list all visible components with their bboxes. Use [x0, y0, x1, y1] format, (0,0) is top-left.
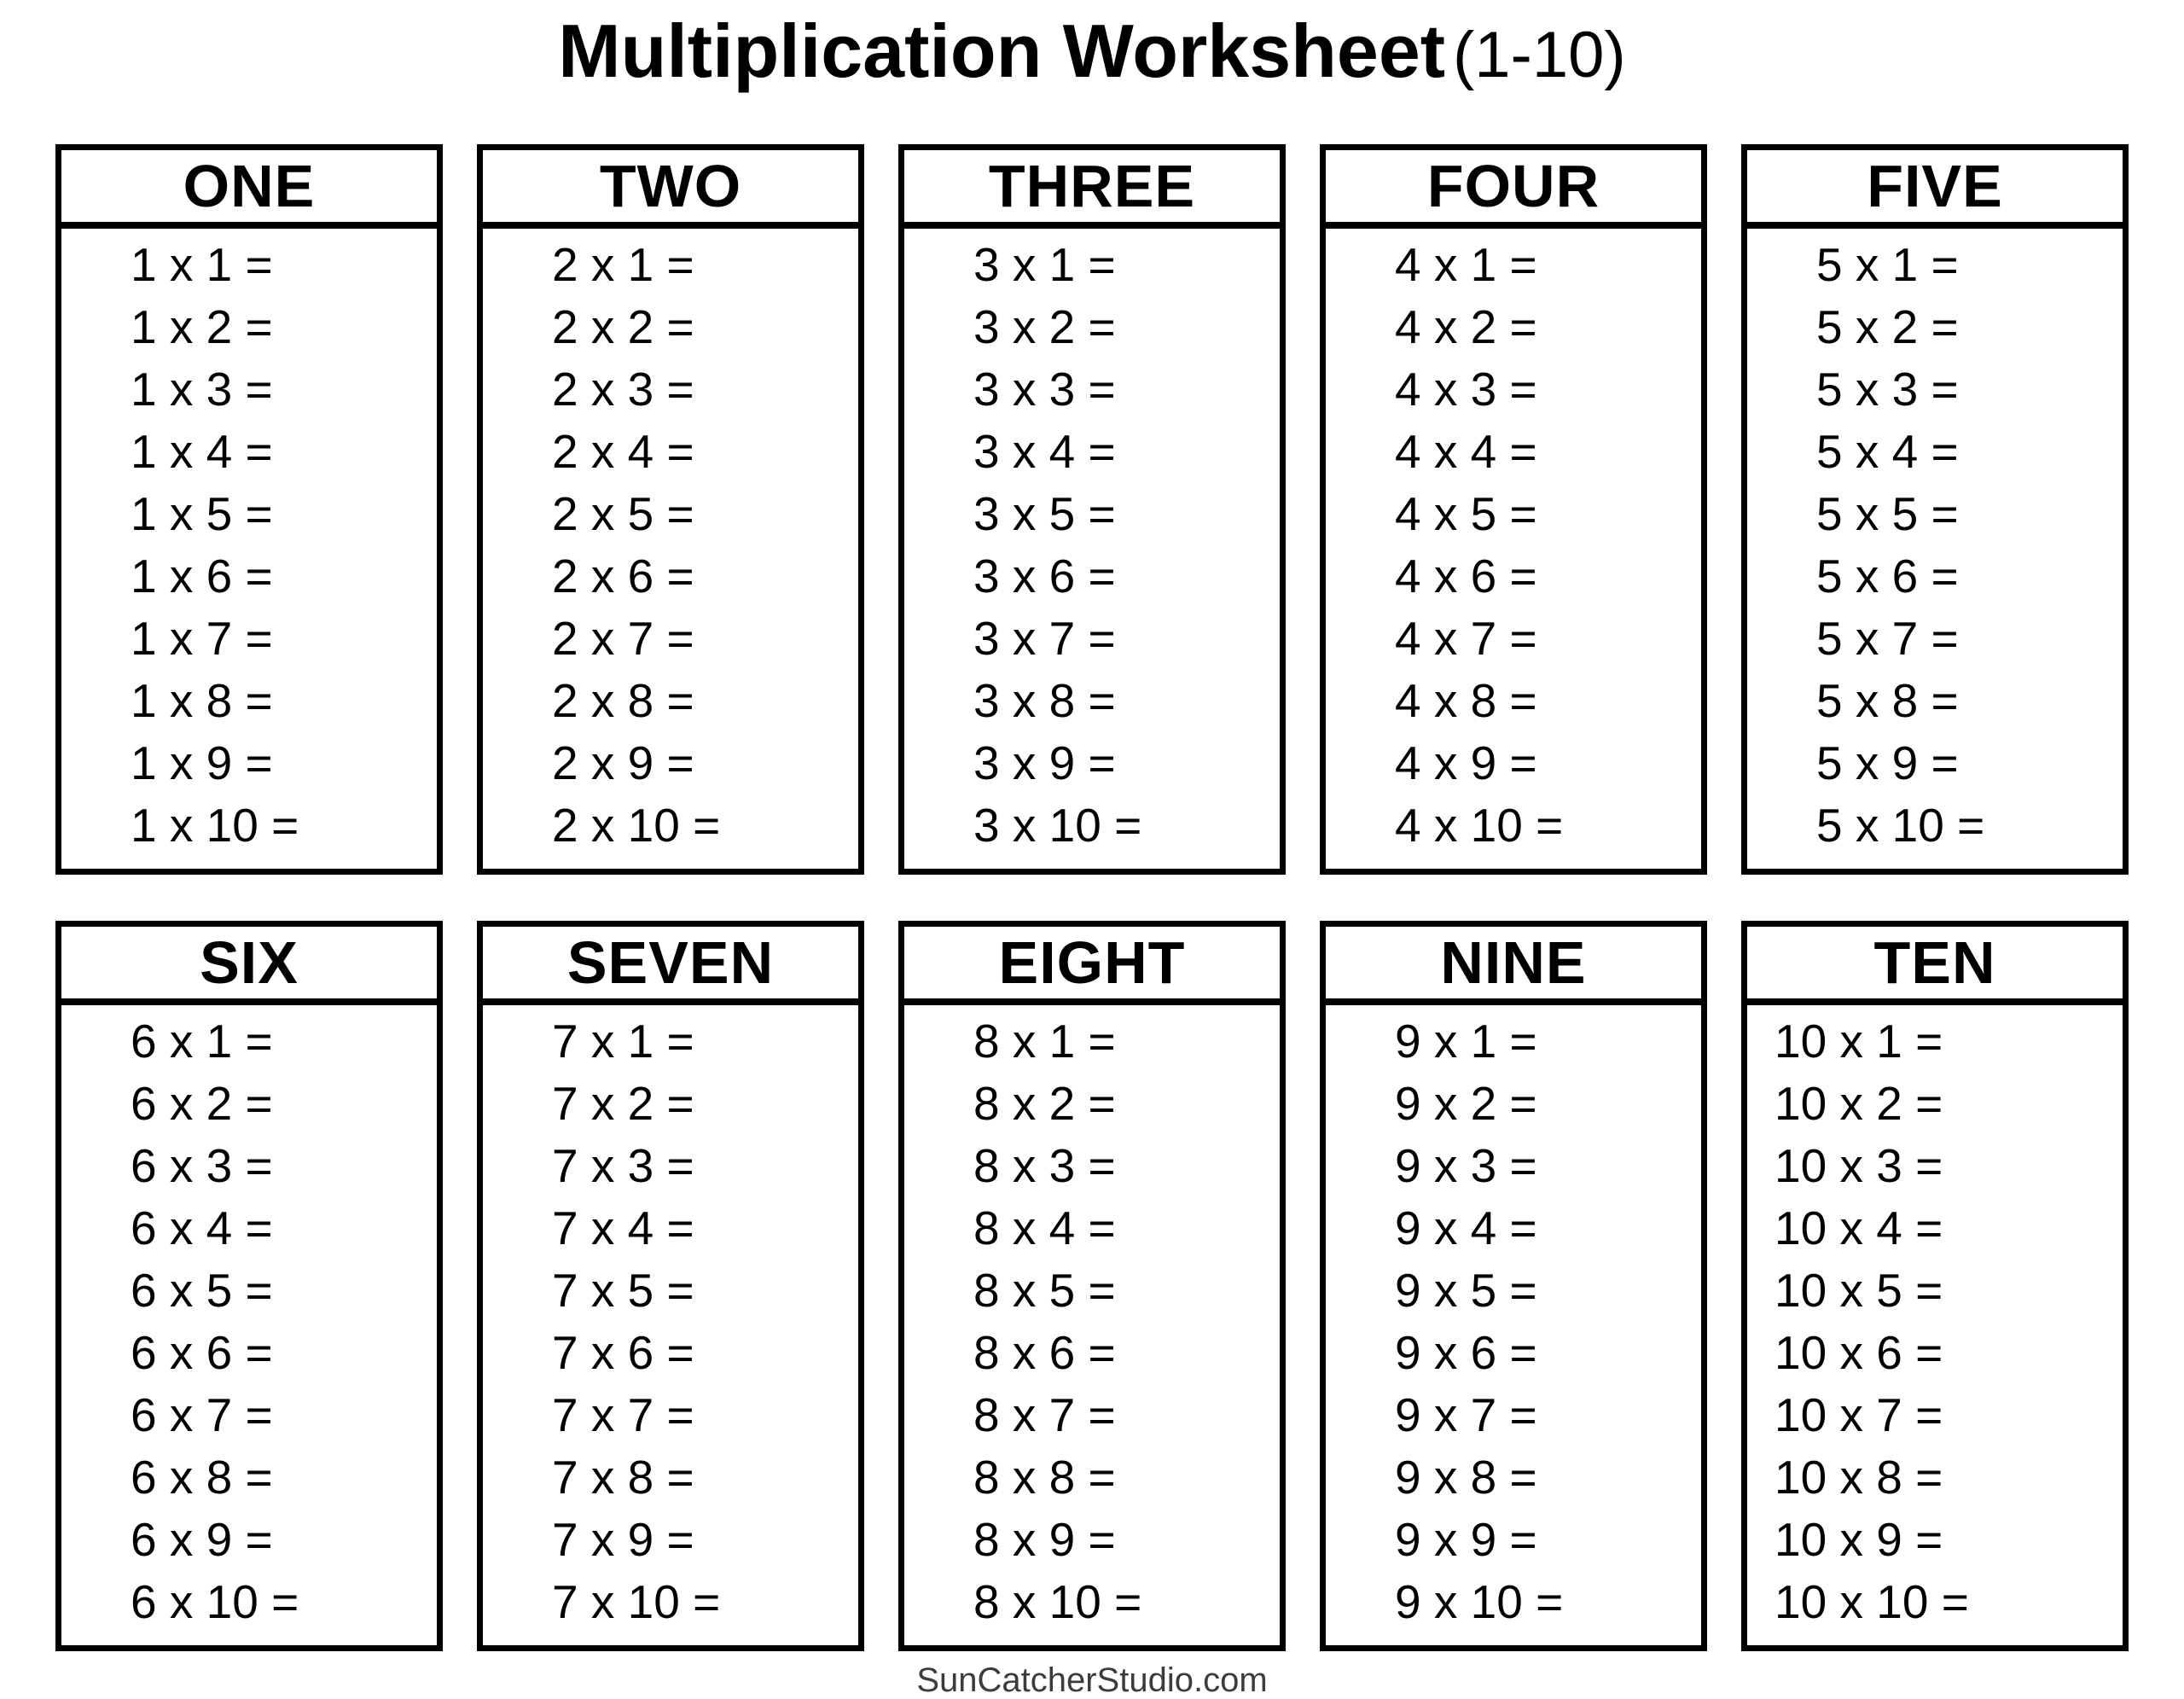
page-title-main: Multiplication Worksheet	[558, 9, 1446, 93]
times-table-two	[477, 144, 864, 875]
problem-line: 4 x 7 =	[1395, 612, 1537, 665]
problem-line: 1 x 9 =	[131, 736, 273, 789]
problem-line: 6 x 6 =	[131, 1326, 273, 1379]
problem-line: 3 x 8 =	[973, 674, 1116, 727]
problem-line: 5 x 8 =	[1816, 674, 1959, 727]
problems-list-nine	[1326, 1005, 1701, 1633]
problem-line: 10 x 4 =	[1774, 1202, 1943, 1254]
problems-list-five	[1747, 229, 2123, 857]
problem-line: 3 x 5 =	[973, 487, 1116, 540]
problem-line: 2 x 5 =	[552, 487, 694, 540]
problem-line: 2 x 3 =	[552, 363, 694, 416]
problem-line: 6 x 1 =	[131, 1015, 273, 1068]
problem-line: 9 x 10 =	[1395, 1575, 1564, 1628]
problem-line: 8 x 1 =	[973, 1015, 1116, 1068]
problem-line: 9 x 7 =	[1395, 1388, 1537, 1441]
problem-line: 2 x 4 =	[552, 425, 694, 478]
times-table-six	[55, 921, 443, 1651]
worksheet-page	[0, 7, 2184, 1699]
problem-line: 6 x 8 =	[131, 1451, 273, 1504]
problems-list-ten	[1747, 1005, 2123, 1633]
problem-line: 3 x 1 =	[973, 238, 1116, 291]
problem-line: 4 x 2 =	[1395, 300, 1537, 353]
problem-line: 8 x 6 =	[973, 1326, 1116, 1379]
table-header-four: FOUR	[1326, 150, 1701, 229]
problem-line: 10 x 8 =	[1774, 1451, 1943, 1504]
problem-line: 10 x 9 =	[1774, 1513, 1943, 1566]
problem-line: 3 x 9 =	[973, 736, 1116, 789]
problem-line: 10 x 7 =	[1774, 1388, 1943, 1441]
problem-line: 1 x 6 =	[131, 550, 273, 602]
problem-line: 8 x 10 =	[973, 1575, 1142, 1628]
problem-line: 7 x 8 =	[552, 1451, 694, 1504]
problem-line: 3 x 7 =	[973, 612, 1116, 665]
problem-line: 2 x 2 =	[552, 300, 694, 353]
problem-line: 10 x 2 =	[1774, 1077, 1943, 1130]
times-table-ten	[1741, 921, 2129, 1651]
problem-line: 10 x 10 =	[1774, 1575, 1969, 1628]
problem-line: 4 x 6 =	[1395, 550, 1537, 602]
problem-line: 9 x 9 =	[1395, 1513, 1537, 1566]
problem-line: 5 x 10 =	[1816, 799, 1985, 852]
problem-line: 5 x 6 =	[1816, 550, 1959, 602]
problems-list-four	[1326, 229, 1701, 857]
times-table-four	[1320, 144, 1707, 875]
problems-list-seven	[483, 1005, 858, 1633]
problem-line: 6 x 3 =	[131, 1139, 273, 1192]
problem-line: 9 x 3 =	[1395, 1139, 1537, 1192]
problem-line: 1 x 5 =	[131, 487, 273, 540]
problem-line: 9 x 6 =	[1395, 1326, 1537, 1379]
problem-line: 5 x 2 =	[1816, 300, 1959, 353]
page-title	[0, 7, 2184, 112]
problem-line: 5 x 7 =	[1816, 612, 1959, 665]
problem-line: 7 x 9 =	[552, 1513, 694, 1566]
problem-line: 2 x 7 =	[552, 612, 694, 665]
problems-list-one	[61, 229, 437, 857]
problem-line: 8 x 7 =	[973, 1388, 1116, 1441]
problem-line: 7 x 2 =	[552, 1077, 694, 1130]
problem-line: 8 x 9 =	[973, 1513, 1116, 1566]
times-table-five	[1741, 144, 2129, 875]
problem-line: 9 x 1 =	[1395, 1015, 1537, 1068]
problem-line: 7 x 5 =	[552, 1264, 694, 1317]
problem-line: 10 x 5 =	[1774, 1264, 1943, 1317]
problem-line: 7 x 1 =	[552, 1015, 694, 1068]
problem-line: 1 x 8 =	[131, 674, 273, 727]
table-header-five: FIVE	[1747, 150, 2123, 229]
problem-line: 8 x 3 =	[973, 1139, 1116, 1192]
problem-line: 1 x 2 =	[131, 300, 273, 353]
problem-line: 7 x 6 =	[552, 1326, 694, 1379]
table-header-eight: EIGHT	[904, 927, 1280, 1005]
problem-line: 2 x 6 =	[552, 550, 694, 602]
problem-line: 3 x 4 =	[973, 425, 1116, 478]
problem-line: 6 x 10 =	[131, 1575, 299, 1628]
page-title-suffix: (1-10)	[1452, 19, 1626, 91]
problem-line: 5 x 9 =	[1816, 736, 1959, 789]
problem-line: 1 x 10 =	[131, 799, 299, 852]
problem-line: 7 x 7 =	[552, 1388, 694, 1441]
times-table-nine	[1320, 921, 1707, 1651]
problem-line: 4 x 10 =	[1395, 799, 1564, 852]
problem-line: 5 x 4 =	[1816, 425, 1959, 478]
table-header-one: ONE	[61, 150, 437, 229]
problem-line: 6 x 7 =	[131, 1388, 273, 1441]
table-header-nine: NINE	[1326, 927, 1701, 1005]
problem-line: 9 x 2 =	[1395, 1077, 1537, 1130]
problem-line: 3 x 10 =	[973, 799, 1142, 852]
problem-line: 8 x 5 =	[973, 1264, 1116, 1317]
problem-line: 2 x 9 =	[552, 736, 694, 789]
problem-line: 10 x 6 =	[1774, 1326, 1943, 1379]
problem-line: 10 x 1 =	[1774, 1015, 1943, 1068]
problem-line: 8 x 4 =	[973, 1202, 1116, 1254]
problem-line: 4 x 3 =	[1395, 363, 1537, 416]
times-table-three	[898, 144, 1286, 875]
problems-list-six	[61, 1005, 437, 1633]
problem-line: 10 x 3 =	[1774, 1139, 1943, 1192]
problems-list-two	[483, 229, 858, 857]
times-table-eight	[898, 921, 1286, 1651]
times-table-seven	[477, 921, 864, 1651]
problem-line: 3 x 3 =	[973, 363, 1116, 416]
problem-line: 9 x 8 =	[1395, 1451, 1537, 1504]
problems-list-eight	[904, 1005, 1280, 1633]
problem-line: 1 x 1 =	[131, 238, 273, 291]
problem-line: 4 x 5 =	[1395, 487, 1537, 540]
problem-line: 5 x 5 =	[1816, 487, 1959, 540]
table-header-three: THREE	[904, 150, 1280, 229]
problem-line: 4 x 8 =	[1395, 674, 1537, 727]
times-table-one	[55, 144, 443, 875]
problem-line: 7 x 10 =	[552, 1575, 721, 1628]
problem-line: 4 x 4 =	[1395, 425, 1537, 478]
problem-line: 6 x 4 =	[131, 1202, 273, 1254]
table-header-six: SIX	[61, 927, 437, 1005]
problem-line: 2 x 10 =	[552, 799, 721, 852]
problem-line: 3 x 6 =	[973, 550, 1116, 602]
problem-line: 6 x 2 =	[131, 1077, 273, 1130]
table-header-two: TWO	[483, 150, 858, 229]
problem-line: 1 x 7 =	[131, 612, 273, 665]
problem-line: 6 x 5 =	[131, 1264, 273, 1317]
tables-grid	[55, 144, 2129, 1651]
problem-line: 2 x 1 =	[552, 238, 694, 291]
problem-line: 8 x 8 =	[973, 1451, 1116, 1504]
problem-line: 7 x 3 =	[552, 1139, 694, 1192]
problems-list-three	[904, 229, 1280, 857]
problem-line: 3 x 2 =	[973, 300, 1116, 353]
problem-line: 4 x 9 =	[1395, 736, 1537, 789]
title-spacer	[1445, 52, 1453, 83]
problem-line: 2 x 8 =	[552, 674, 694, 727]
table-header-seven: SEVEN	[483, 927, 858, 1005]
footer-credit: SunCatcherStudio.com	[916, 1661, 1268, 1699]
problem-line: 7 x 4 =	[552, 1202, 694, 1254]
problem-line: 4 x 1 =	[1395, 238, 1537, 291]
problem-line: 1 x 3 =	[131, 363, 273, 416]
problem-line: 6 x 9 =	[131, 1513, 273, 1566]
problem-line: 5 x 3 =	[1816, 363, 1959, 416]
problem-line: 8 x 2 =	[973, 1077, 1116, 1130]
problem-line: 9 x 4 =	[1395, 1202, 1537, 1254]
table-header-ten: TEN	[1747, 927, 2123, 1005]
problem-line: 9 x 5 =	[1395, 1264, 1537, 1317]
problem-line: 5 x 1 =	[1816, 238, 1959, 291]
problem-line: 1 x 4 =	[131, 425, 273, 478]
